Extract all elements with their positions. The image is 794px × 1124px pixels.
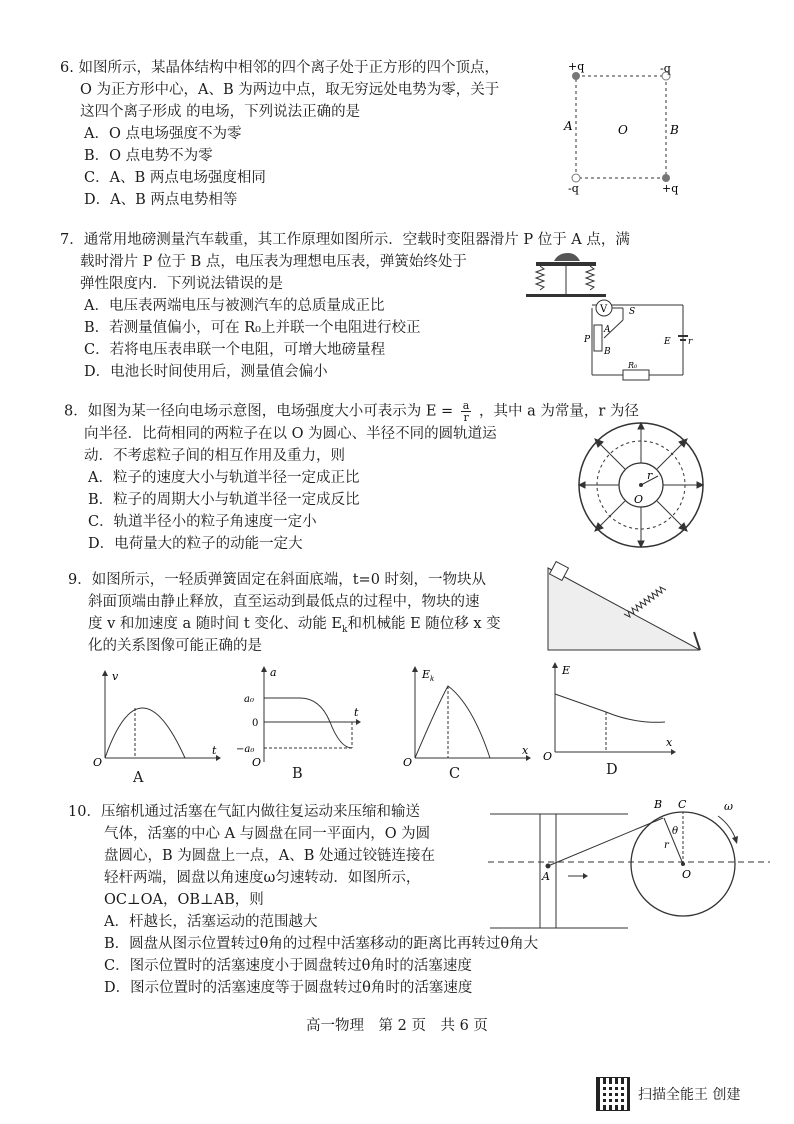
q10-line-2: 气体，活塞的中心 A 与圆盘在同一平面内，O 为圆 xyxy=(104,826,431,842)
ion-top-left xyxy=(572,72,580,80)
qr-code-icon xyxy=(596,1077,630,1111)
q6-line-1: 6. 如图所示，某晶体结构中相邻的四个离子处于正方形的四个顶点， xyxy=(60,60,499,76)
svg-text:O: O xyxy=(543,750,553,763)
q7-line-2: 载时滑片 P 位于 B 点，电压表为理想电压表，弹簧始终处于 xyxy=(80,254,467,270)
q8-fraction xyxy=(461,400,472,423)
svg-text:B: B xyxy=(654,798,663,811)
q9-graph-a xyxy=(90,668,225,768)
curve-a xyxy=(105,708,185,758)
svg-text:E: E xyxy=(422,668,431,681)
svg-text:x: x xyxy=(522,744,529,757)
svg-text:V: V xyxy=(600,304,608,315)
q8-line-1-post: ，其中 a 为常量，r 为径 xyxy=(478,403,639,420)
svg-text:R₀: R₀ xyxy=(628,361,638,370)
svg-text:r: r xyxy=(664,840,669,851)
svg-text:ω: ω xyxy=(724,800,733,813)
ion-bottom-right xyxy=(662,174,670,182)
label-a: A xyxy=(564,119,573,133)
svg-text:k: k xyxy=(430,675,435,683)
svg-text:r: r xyxy=(688,337,693,347)
q7-option-c: C．若将电压表串联一个电阻，可增大地磅量程 xyxy=(84,342,386,358)
q6-figure-square xyxy=(556,58,696,198)
svg-text:x: x xyxy=(666,736,673,749)
car-icon xyxy=(554,253,580,261)
svg-text:−a₀: −a₀ xyxy=(236,744,255,755)
page-footer: 高一物理 第 2 页 共 6 页 xyxy=(306,1018,488,1034)
q9-graph-b xyxy=(230,664,365,768)
q8-figure-radial-field xyxy=(576,420,706,550)
ion-bottom-left xyxy=(572,174,580,182)
q9-line-2: 斜面顶端由静止释放，直至运动到最低点的过程中，物块的速 xyxy=(88,594,480,610)
label-tr: -q xyxy=(660,62,671,75)
q8-option-d: D．电荷量大的粒子的动能一定大 xyxy=(88,536,303,552)
q7-figure-scale-circuit xyxy=(518,250,693,385)
q8-line-1-pre: 8．如图为某一径向电场示意图，电场强度大小可表示为 E = xyxy=(64,403,454,420)
svg-text:O: O xyxy=(252,756,262,768)
resistor-r0-icon xyxy=(623,370,649,380)
q9-line-1: 9．如图所示，一轻质弹簧固定在斜面底端，t=0 时刻，一物块从 xyxy=(68,572,487,588)
label-b: B xyxy=(670,123,679,137)
svg-text:a: a xyxy=(270,666,277,679)
q9-graph-b-label: B xyxy=(292,766,303,782)
svg-text:a₀: a₀ xyxy=(244,694,254,705)
q6-option-a: A．O 点电场强度不为零 xyxy=(84,126,242,142)
q9-graph-c xyxy=(400,664,535,768)
curve-c xyxy=(415,686,490,758)
q9-graph-a-label: A xyxy=(133,770,144,786)
label-br: +q xyxy=(662,182,679,195)
q9-graph-d xyxy=(540,660,680,764)
q8-line-1 xyxy=(64,400,639,423)
q8-line-2: 向半径．比荷相同的两粒子在以 O 为圆心、半径不同的圆轨道运 xyxy=(84,426,497,442)
q6-option-c: C．A、B 两点电场强度相同 xyxy=(84,170,266,186)
q7-option-a: A．电压表两端电压与被测汽车的总质量成正比 xyxy=(84,298,385,314)
svg-text:B: B xyxy=(604,347,611,357)
svg-text:t: t xyxy=(212,744,217,757)
scanner-watermark xyxy=(596,1077,740,1111)
q9-graph-c-label: C xyxy=(449,766,461,782)
q10-line-4: 轻杆两端，圆盘以角速度ω匀速转动．如图所示， xyxy=(104,870,421,886)
q8-option-b: B．粒子的周期大小与轨道半径一定成反比 xyxy=(88,492,360,508)
svg-text:C: C xyxy=(678,798,687,811)
q8-option-a: A．粒子的速度大小与轨道半径一定成正比 xyxy=(88,470,360,486)
q10-option-a: A．杆越长，活塞运动的范围越大 xyxy=(104,914,318,930)
q8-line-3: 动．不考虑粒子间的相互作用及重力，则 xyxy=(84,448,345,464)
q8-option-c: C．轨道半径小的粒子角速度一定小 xyxy=(88,514,317,530)
label-o: O xyxy=(618,123,628,137)
q10-line-3: 盘圆心，B 为圆盘上一点，A、B 处通过铰链连接在 xyxy=(104,848,435,864)
svg-text:O: O xyxy=(682,868,692,881)
q10-figure-compressor xyxy=(488,796,770,946)
svg-text:S: S xyxy=(629,307,636,317)
q10-option-b: B．圆盘从图示位置转过θ角的过程中活塞移动的距离比再转过θ角大 xyxy=(104,936,539,952)
q7-line-1: 7．通常用地磅测量汽车载重，其工作原理如图所示．空载时变阻器滑片 P 位于 A 点，满 xyxy=(60,232,630,248)
svg-text:t: t xyxy=(354,706,359,719)
label-bl: -q xyxy=(568,182,579,195)
q9-figure-incline xyxy=(544,560,704,655)
label-tl: +q xyxy=(568,60,585,73)
q6-line-2: O 为正方形中心，A、B 为两边中点，取无穷远处电势为零，关于 xyxy=(80,82,500,98)
svg-text:P: P xyxy=(584,335,591,345)
q8-frac-num: a xyxy=(462,399,470,412)
q10-option-c: C．图示位置时的活塞速度小于圆盘转过θ角时的活塞速度 xyxy=(104,958,472,974)
svg-text:A: A xyxy=(542,870,550,883)
q9-line-3: 度 v 和加速度 a 随时间 t 变化、动能 $E_k$和机械能 E 随位移 x 变 xyxy=(88,616,501,635)
svg-text:O: O xyxy=(403,756,413,768)
q6-option-b: B．O 点电势不为零 xyxy=(84,148,213,164)
svg-text:v: v xyxy=(112,670,119,683)
rheostat-icon xyxy=(594,325,602,351)
q10-option-d: D．图示位置时的活塞速度等于圆盘转过θ角时的活塞速度 xyxy=(104,980,473,996)
svg-text:θ: θ xyxy=(672,826,679,837)
q9-line-4: 化的关系图像可能正确的是 xyxy=(88,638,262,654)
curve-d xyxy=(555,694,665,722)
svg-text:E: E xyxy=(664,337,671,347)
q9-graph-d-label: D xyxy=(606,762,618,778)
svg-text:E: E xyxy=(562,664,571,677)
svg-text:A: A xyxy=(604,325,611,335)
q6-option-d: D．A、B 两点电势相等 xyxy=(84,192,238,208)
q10-line-1: 10．压缩机通过活塞在气缸内做往复运动来压缩和输送 xyxy=(68,804,420,820)
svg-text:0: 0 xyxy=(252,718,259,729)
q8-frac-den: r xyxy=(463,411,469,424)
scanner-text: 扫描全能王 创建 xyxy=(638,1087,741,1103)
q6-line-3: 这四个离子形成 的电场，下列说法正确的是 xyxy=(80,104,361,120)
svg-text:r: r xyxy=(647,469,653,482)
q7-option-b: B．若测量值偏小，可在 R₀上并联一个电阻进行校正 xyxy=(84,320,421,336)
svg-text:O: O xyxy=(93,756,103,768)
svg-text:O: O xyxy=(634,493,644,506)
q7-line-3: 弹性限度内．下列说法错误的是 xyxy=(80,276,283,292)
q10-line-5: OC⊥OA，OB⊥AB，则 xyxy=(104,892,264,908)
q7-option-d: D．电池长时间使用后，测量值会偏小 xyxy=(84,364,328,380)
curve-b xyxy=(264,698,352,748)
